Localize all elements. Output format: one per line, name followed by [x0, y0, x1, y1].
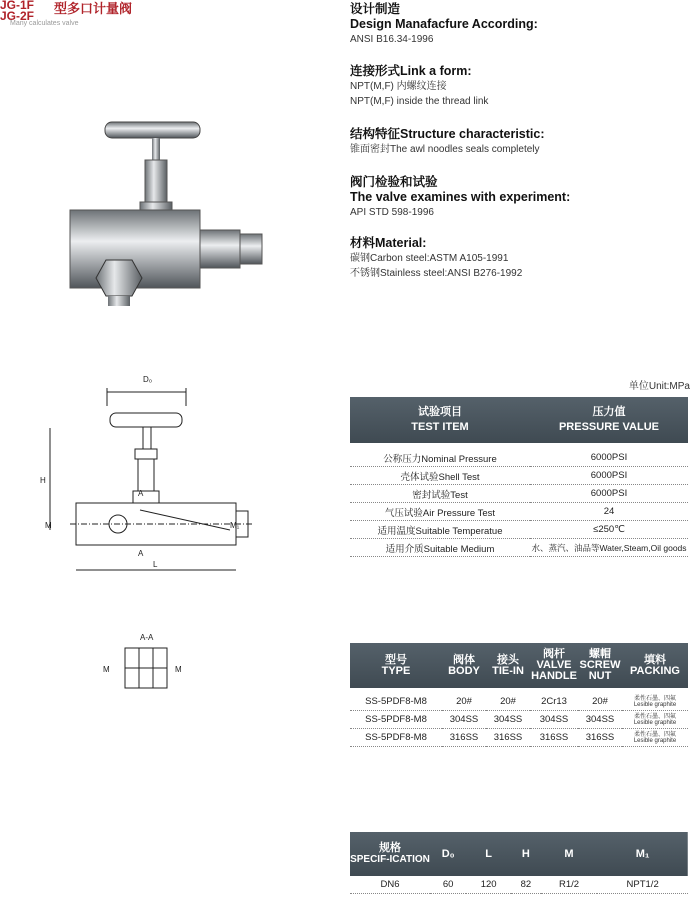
cell-tie-in: 20# — [486, 693, 530, 711]
spec-link — [350, 64, 488, 109]
header-body — [442, 643, 486, 688]
table-row — [350, 449, 688, 467]
cell-item: 适用介质Suitable Medium — [350, 539, 530, 557]
cell-value: ≤250℃ — [530, 521, 688, 539]
cell-item: 公称压力Nominal Pressure — [350, 449, 530, 467]
spec-line: 碳钢Carbon steel:ASTM A105-1991 — [350, 253, 509, 264]
cell-handle: 316SS — [530, 729, 578, 747]
header-cn: 阀杆 — [543, 648, 565, 660]
valve-technical-drawing — [40, 370, 260, 585]
spec-material — [350, 236, 522, 281]
header-cn: 接头 — [497, 653, 519, 666]
cell-value: 6000PSI — [530, 449, 688, 467]
table-row — [350, 693, 688, 711]
header-en: BODY — [448, 664, 480, 677]
label-a-top: A — [138, 489, 144, 498]
cell-body: 316SS — [442, 729, 486, 747]
spec-heading-en: The valve examines with experiment: — [350, 190, 571, 204]
cell-m1: NPT1/2 — [597, 876, 688, 894]
header-screw-nut — [578, 643, 622, 688]
header-m1: M₁ — [635, 847, 650, 860]
table-row — [350, 485, 688, 503]
cell-item: 壳体试验Shell Test — [350, 467, 530, 485]
model-line-2: JG-2F — [0, 9, 35, 23]
spec-line: 锥面密封The awl noodles seals completely — [350, 144, 540, 155]
cell-body: 20# — [442, 693, 486, 711]
cell-nut: 20# — [578, 693, 622, 711]
spec-line: 不锈钢Stainless steel:ANSI B276-1992 — [350, 268, 523, 279]
cell-handle: 2Cr13 — [530, 693, 578, 711]
spec-heading-en: Design Manafacfure According: — [350, 17, 538, 31]
material-table — [350, 643, 688, 747]
spec-design — [350, 2, 538, 47]
table-row — [350, 503, 688, 521]
cell-type: SS-5PDF8-M8 — [350, 711, 442, 729]
packing-cn: 柔性石墨、四氟 — [633, 713, 676, 720]
cell-handle: 304SS — [530, 711, 578, 729]
header-h: H — [521, 847, 530, 860]
spec-heading: 结构特征Structure characteristic: — [350, 127, 545, 141]
cell-value: 水、蒸汽、油品等Water,Steam,Oil goods — [530, 539, 688, 557]
header-en: SPECIF-ICATION — [350, 854, 430, 865]
header-en: TIE-IN — [492, 664, 524, 677]
cell-value: 24 — [530, 503, 688, 521]
cell-spec: DN6 — [350, 876, 430, 894]
cell-tie-in: 316SS — [486, 729, 530, 747]
valve-photo — [60, 110, 290, 310]
cell-nut: 316SS — [578, 729, 622, 747]
header-valve-handle — [530, 643, 578, 688]
cell-value: 6000PSI — [530, 485, 688, 503]
header-cn: 阀体 — [453, 653, 475, 666]
table-row — [350, 539, 688, 557]
table-row — [350, 711, 688, 729]
cell-d0: 60 — [430, 876, 466, 894]
cell-l: 120 — [466, 876, 511, 894]
cell-packing — [622, 693, 688, 711]
label-m: M — [45, 521, 52, 530]
header-packing — [622, 643, 688, 688]
cell-item: 气压试验Air Pressure Test — [350, 503, 530, 521]
product-title: 型多口计量阀 — [54, 1, 133, 16]
spec-heading: 连接形式Link a form: — [350, 64, 472, 78]
label-m1: M₁ — [230, 521, 240, 530]
header-d0: D₀ — [441, 847, 455, 860]
header-specification — [350, 832, 430, 876]
packing-en: Lesible graphite — [633, 737, 677, 744]
cell-type: SS-5PDF8-M8 — [350, 693, 442, 711]
label-m-left: M — [103, 665, 110, 674]
cell-packing — [622, 711, 688, 729]
header-pressure-value — [530, 397, 688, 443]
label-m-right: M — [175, 665, 182, 674]
header-en: TEST ITEM — [411, 421, 469, 433]
header-tie-in — [486, 643, 530, 688]
dimension-table — [350, 832, 688, 894]
cell-h: 82 — [511, 876, 541, 894]
cell-packing — [622, 729, 688, 747]
header-en: TYPE — [381, 664, 411, 677]
section-a-a-drawing — [95, 630, 195, 700]
product-subtitle: Many calculates valve — [10, 20, 79, 27]
cell-m: R1/2 — [541, 876, 598, 894]
header-cn: 压力值 — [592, 406, 626, 418]
cell-body: 304SS — [442, 711, 486, 729]
spec-structure — [350, 127, 545, 157]
spec-line: ANSI B16.34-1996 — [350, 34, 434, 45]
header-cn: 型号 — [385, 653, 407, 666]
header-cn: 试验项目 — [418, 406, 462, 418]
spec-line: API STD 598-1996 — [350, 207, 434, 218]
packing-cn: 柔性石墨、四氟 — [633, 695, 676, 702]
label-aa: A-A — [140, 633, 154, 642]
spec-heading: 设计制造 — [350, 2, 401, 16]
cell-value: 6000PSI — [530, 467, 688, 485]
unit-label: 单位Unit:MPa — [628, 381, 690, 392]
table-row — [350, 467, 688, 485]
header-en: PACKING — [630, 664, 680, 677]
header-l: L — [485, 847, 493, 860]
header-cn: 螺帽 — [589, 648, 611, 660]
spec-line: NPT(M,F) inside the thread link — [350, 96, 489, 107]
packing-en: Lesible graphite — [633, 701, 677, 708]
spec-heading: 阀门检验和试验 — [350, 175, 438, 189]
header-type — [350, 643, 442, 688]
header-cn: 规格 — [379, 842, 401, 854]
label-l: L — [153, 560, 158, 569]
packing-en: Lesible graphite — [633, 719, 677, 726]
test-pressure-table — [350, 397, 688, 557]
packing-cn: 柔性石墨、四氟 — [633, 731, 676, 738]
header-en: SCREW NUT — [579, 659, 621, 682]
spec-line: NPT(M,F) 内螺纹连接 — [350, 81, 447, 92]
header-m: M — [564, 847, 574, 860]
header-en: PRESSURE VALUE — [558, 421, 660, 433]
label-d0: D₀ — [143, 375, 153, 384]
table-row — [350, 729, 688, 747]
cell-type: SS-5PDF8-M8 — [350, 729, 442, 747]
cell-tie-in: 304SS — [486, 711, 530, 729]
cell-item: 适用温度Suitable Temperatue — [350, 521, 530, 539]
label-h: H — [40, 476, 46, 485]
cell-nut: 304SS — [578, 711, 622, 729]
label-a-bottom: A — [138, 549, 144, 558]
cell-item: 密封试验Test — [350, 485, 530, 503]
header-en: VALVE HANDLE — [531, 659, 577, 682]
spec-test — [350, 175, 570, 220]
header-cn: 填料 — [644, 653, 666, 666]
table-row — [350, 521, 688, 539]
spec-heading: 材料Material: — [350, 236, 427, 250]
header-test-item — [350, 397, 530, 443]
model-line-1: JG-1F — [0, 0, 35, 12]
table-row — [350, 876, 688, 894]
product-model — [0, 0, 133, 23]
